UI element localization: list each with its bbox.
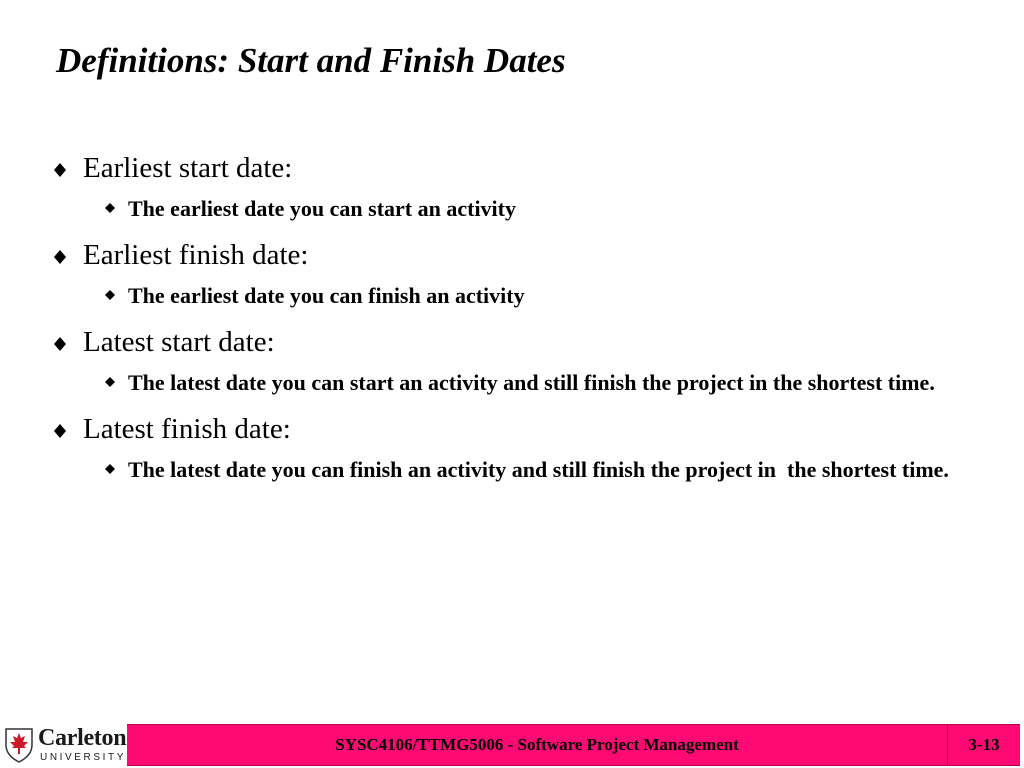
sub-bullet-item xyxy=(105,280,984,311)
diamond-sub-bullet-icon xyxy=(105,377,115,387)
bullet-item xyxy=(54,237,984,311)
bullet-line xyxy=(54,237,984,274)
bullet-line xyxy=(54,150,984,187)
diamond-bullet-icon xyxy=(54,424,66,438)
diamond-bullet-icon xyxy=(54,163,66,177)
sub-bullet-text: The earliest date you can start an activity xyxy=(128,196,516,221)
logo-wordmark: Carleton xyxy=(38,725,127,751)
sub-bullet-text: The earliest date you can finish an activity xyxy=(128,283,525,308)
carleton-logo xyxy=(0,722,127,768)
footer-course-title: SYSC4106/TTMG5006 - Software Project Management xyxy=(335,735,739,754)
slide-title: Definitions: Start and Finish Dates xyxy=(56,41,566,80)
sub-list xyxy=(54,367,984,398)
bullet-label: Latest start date: xyxy=(83,326,275,358)
sub-bullet-item xyxy=(105,454,984,485)
sub-list xyxy=(54,193,984,224)
sub-bullet-item xyxy=(105,367,984,398)
bullet-label: Earliest start date: xyxy=(83,152,293,184)
carleton-crest-icon xyxy=(4,727,34,763)
diamond-bullet-icon xyxy=(54,337,66,351)
logo-subtitle: UNIVERSITY xyxy=(40,752,127,763)
bullet-item xyxy=(54,411,984,485)
footer-bar xyxy=(127,724,1020,766)
sub-bullet-text: The latest date you can start an activity and still finish the project in the shortest time. xyxy=(128,370,935,395)
diamond-bullet-icon xyxy=(54,250,66,264)
sub-bullet-item xyxy=(105,193,984,224)
diamond-sub-bullet-icon xyxy=(105,464,115,474)
sub-list xyxy=(54,280,984,311)
bullet-item xyxy=(54,324,984,398)
sub-list xyxy=(54,454,984,485)
bullet-label: Earliest finish date: xyxy=(83,239,309,271)
bullet-line xyxy=(54,324,984,361)
bullet-list xyxy=(54,150,984,498)
bullet-item xyxy=(54,150,984,224)
diamond-sub-bullet-icon xyxy=(105,290,115,300)
sub-bullet-text: The latest date you can finish an activity and still finish the project in the shortest time. xyxy=(128,457,949,482)
bullet-label: Latest finish date: xyxy=(83,413,291,445)
bullet-line xyxy=(54,411,984,448)
diamond-sub-bullet-icon xyxy=(105,203,115,213)
slide-number: 3-13 xyxy=(968,735,1000,754)
